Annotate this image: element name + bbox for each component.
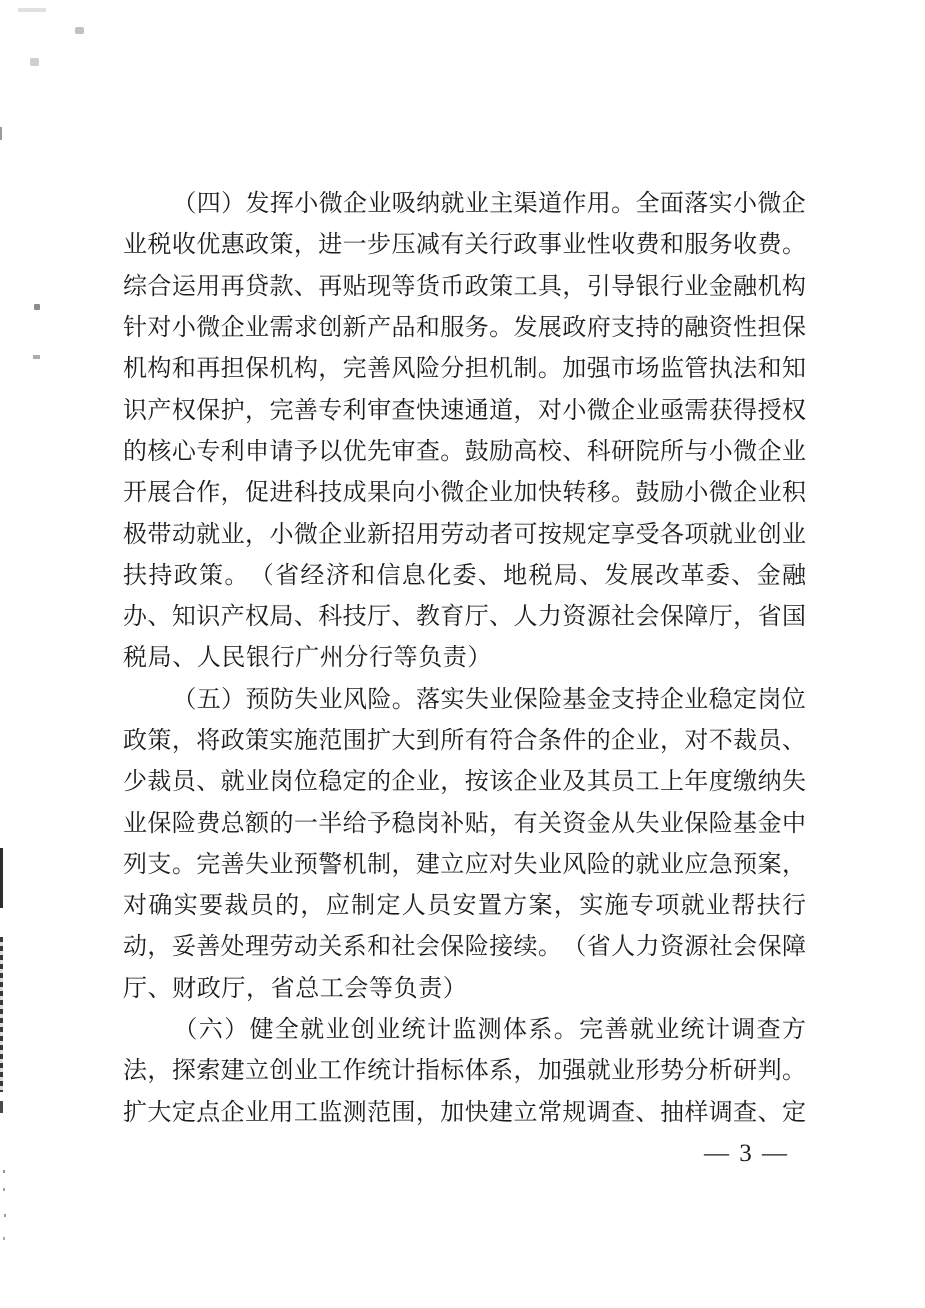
text-line: （ 六 ） 健 全 就 业 创 业 统 计 监 测 体 系 。 完 善 就 业 统 计 调 查 方 [173, 1017, 806, 1044]
text-line: 识 产 权 保 护 ， 完 善 专 利 审 查 快 速 通 道 ， 对 小 微 企 业 亟 需 获 得 授 权 [123, 397, 806, 424]
text-line: 扶 持 政 策 。 （ 省 经 济 和 信 息 化 委 、 地 税 局 、 发 展 改 革 委 、 金 融 [123, 562, 806, 589]
scan-speck [34, 304, 40, 310]
text-line: 业 保 险 费 总 额 的 一 半 给 予 稳 岗 补 贴 ， 有 关 资 金 从 失 业 保 险 基 金 中 [123, 810, 806, 837]
scan-speck [18, 8, 46, 12]
text-line: 扩 大 定 点 企 业 用 工 监 测 范 围 ， 加 快 建 立 常 规 调 查 、 抽 样 调 查 、 定 [123, 1099, 806, 1126]
text-line: 对 确 实 要 裁 员 的 ， 应 制 定 人 员 安 置 方 案 ， 实 施 专 项 就 业 帮 扶 行 [123, 893, 806, 920]
scan-artifact-edge-tick [0, 1101, 3, 1113]
text-line: 政 策 ， 将 政 策 实 施 范 围 扩 大 到 所 有 符 合 条 件 的 企 业 ， 对 不 裁 员 、 [123, 728, 806, 754]
text-line: 业 税 收 优 惠 政 策 ， 进 一 步 压 减 有 关 行 政 事 业 性 收 费 和 服 务 收 费 。 [123, 232, 806, 259]
text-line: （ 四 ） 发 挥 小 微 企 业 吸 纳 就 业 主 渠 道 作 用 。 全 面 落 实 小 微 企 [172, 191, 806, 218]
scan-speck [75, 27, 84, 34]
text-line: 动 ， 妥 善 处 理 劳 动 关 系 和 社 会 保 险 接 续 。 （ 省 人 力 资 源 社 会 保 障 [123, 934, 806, 961]
text-line: 的 核 心 专 利 申 请 予 以 优 先 审 查 。 鼓 励 高 校 、 科 研 院 所 与 小 微 企 业 [123, 438, 806, 465]
scan-speck [4, 1214, 6, 1217]
text-line: （ 五 ） 预 防 失 业 风 险 。 落 实 失 业 保 险 基 金 支 持 企 业 稳 定 岗 位 [172, 686, 806, 713]
scan-speck [3, 1237, 5, 1240]
text-line: 列 支 。 完 善 失 业 预 警 机 制 ， 建 立 应 对 失 业 风 险 的 就 业 应 急 预 案 ， [123, 851, 806, 878]
scan-artifact-left-strip-dashed [0, 937, 3, 1092]
scan-speck [3, 1170, 5, 1173]
text-line: 综 合 运 用 再 贷 款 、 再 贴 现 等 货 币 政 策 工 具 ， 引 导 银 行 业 金 融 机 构 [123, 273, 806, 300]
scan-speck [3, 1188, 5, 1191]
text-line: 开 展 合 作 ， 促 进 科 技 成 果 向 小 微 企 业 加 快 转 移 。 鼓 励 小 微 企 业 积 [123, 480, 806, 507]
text-line: 针 对 小 微 企 业 需 求 创 新 产 品 和 服 务 。 发 展 政 府 支 持 的 融 资 性 担 保 [123, 315, 806, 342]
scan-speck [33, 355, 40, 359]
text-line: 办 、 知 识 产 权 局 、 科 技 厅 、 教 育 厅 、 人 力 资 源 社 会 保 障 厅 ， 省 国 [123, 604, 806, 631]
scan-artifact-edge-tick [0, 127, 2, 140]
scan-artifact-left-strip [0, 848, 3, 908]
page-number: — 3 — [704, 1140, 789, 1167]
text-line: 少 裁 员 、 就 业 岗 位 稳 定 的 企 业 ， 按 该 企 业 及 其 员 工 上 年 度 缴 纳 失 [123, 769, 806, 796]
text-line: 机 构 和 再 担 保 机 构 ， 完 善 风 险 分 担 机 制 。 加 强 市 场 监 管 执 法 和 知 [123, 356, 806, 383]
text-line: 厅、财政厅，省总工会等负责） [123, 975, 468, 1002]
document-body [123, 180, 806, 1130]
text-line: 法 ， 探 索 建 立 创 业 工 作 统 计 指 标 体 系 ， 加 强 就 业 形 势 分 析 研 判 。 [123, 1058, 806, 1085]
scan-speck [30, 58, 39, 66]
text-line: 极 带 动 就 业 ， 小 微 企 业 新 招 用 劳 动 者 可 按 规 定 享 受 各 项 就 业 创 业 [123, 521, 806, 548]
text-line: 税局、人民银行广州分行等负责） [123, 645, 492, 672]
